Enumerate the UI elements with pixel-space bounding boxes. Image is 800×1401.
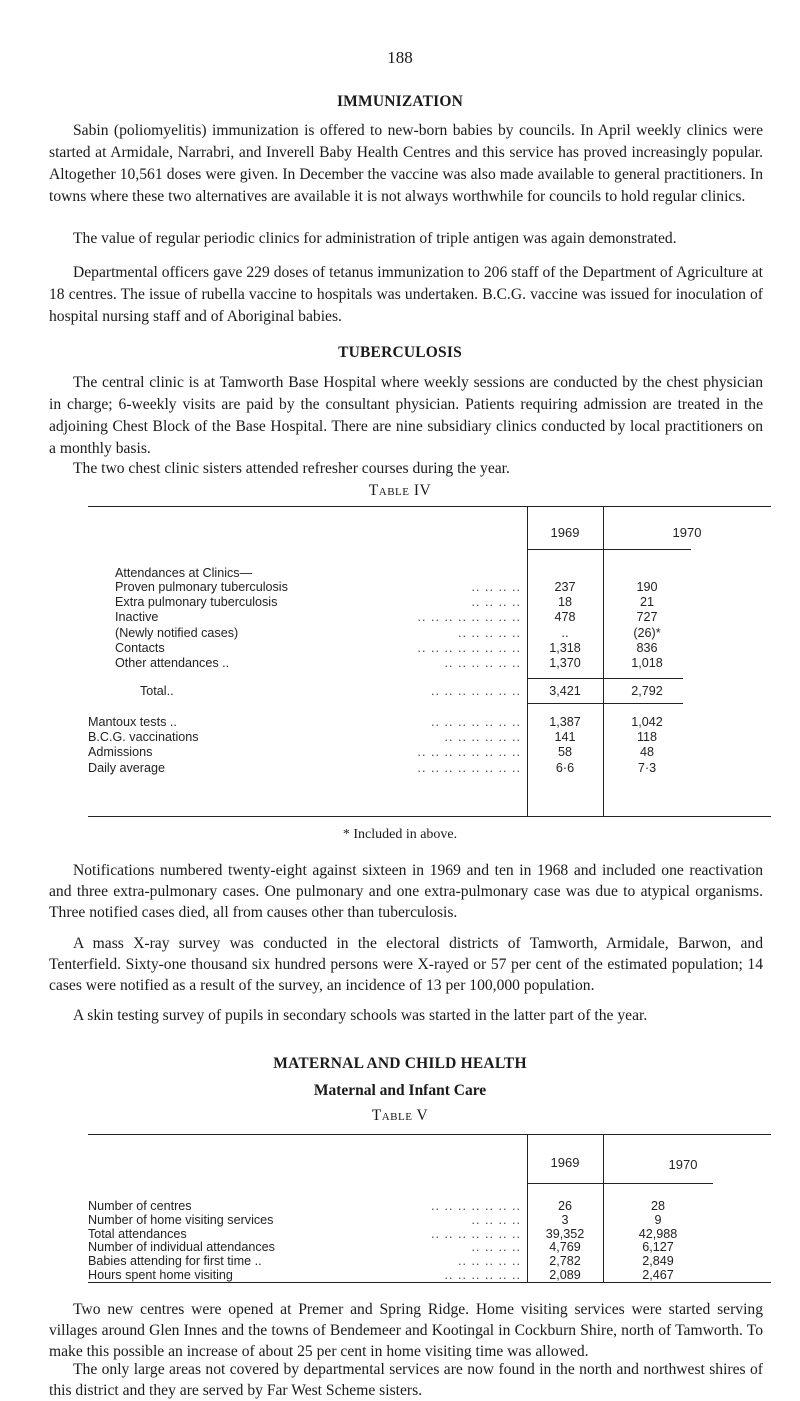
table-iv-total-row: Total.. .. .. .. .. .. .. .. 3,421 2,792 [0,684,800,699]
table-iv-row: Mantoux tests .. .. .. .. .. .. .. .. 1,387 1,042 [0,715,800,730]
tuberculosis-paragraph-1: The central clinic is at Tamworth Base Hospital where weekly sessions are conducted by the chest physician in charge; 6-weekly visits are paid by the consultant physician. Patients requiring admission are treated in the adjoining Chest Block of the Base Hospital. There are nine subsidiary clinics conducted by local practitioners on a monthly basis. [49,373,763,457]
table-v-row-label: Number of centres [88,1199,192,1213]
table-iv-row: Inactive .. .. .. .. .. .. .. .. 478 727 [0,610,800,625]
table-v-value-1969: 26 [557,1199,572,1213]
table-iv-row: B.C.G. vaccinations .. .. .. .. .. .. 141 118 [0,730,800,745]
table-iv-row: Contacts .. .. .. .. .. .. .. .. 1,318 836 [0,641,800,656]
table-v-row-label: Hours spent home visiting [88,1268,233,1282]
table-v-value-1970: 2,849 [642,1254,674,1269]
table-v-value-1969: 4,769 [549,1240,581,1255]
table-v-row: Number of home visiting services .. .. .. .. 3 9 [0,1213,800,1228]
table-iv-value-1970: 118 [636,730,658,745]
table-iv-value-1969: 6·6 [555,760,575,775]
table-v-caption: Table V [371,1107,429,1124]
tuberculosis-paragraph-5: A skin testing survey of pupils in secondary schools was started in the latter part of the year. [73,1006,648,1024]
table-v-value-1969: 39,352 [545,1226,585,1241]
table-iv-total-1970: 2,792 [631,684,663,698]
maternal-paragraph-1: Two new centres were opened at Premer and Spring Ridge. Home visiting services were started serving villages around Glen Innes and the towns of Bendemeer and Kootingal in Cockburn Shire, north of Tamworth. To make this possible an increase of about 25 per cent in home visiting time was allowed. [49,1300,763,1360]
table-iv-total-label: Total.. [140,684,174,698]
table-iv-value-1969: 1,370 [549,656,581,670]
table-iv-value-1969: .. [561,625,569,640]
table-v-value-1969: 2,782 [549,1254,581,1269]
tuberculosis-paragraph-2: The two chest clinic sisters attended refresher courses during the year. [73,459,510,477]
table-iv-value-1970: 48 [639,745,654,760]
table-iv-total-1969: 3,421 [549,684,581,698]
table-iv-row-label: Inactive [115,610,159,625]
table-iv-value-1969: 1,387 [549,715,581,729]
table-v-value-1970: 2,467 [642,1268,674,1282]
table-iv-row: Daily average .. .. .. .. .. .. .. .. 6·6 7·3 [0,761,800,776]
table-v-value-1970: 6,127 [642,1240,674,1255]
table-v-row-label: Number of home visiting services [88,1212,274,1227]
table-iv-row-label: Mantoux tests .. [88,715,177,729]
tuberculosis-paragraph-4: A mass X-ray survey was conducted in the electoral districts of Tamworth, Armidale, Barwon, and Tenterfield. Sixty-one thousand six hundred persons were X-rayed or 57 per cent of the estimated population; 14 cases were notified as a result of the survey, an incidence of 13 per 100,000 population. [49,934,763,994]
table-v-row-label: Total attendances [88,1226,187,1241]
table-v-row: Total attendances .. .. .. .. .. .. .. 39,352 42,988 [0,1227,800,1242]
table-v-value-1969: 3 [561,1212,569,1227]
table-iv-value-1970: 727 [636,610,658,625]
document-page: 188 IMMUNIZATION Sabin (poliomyelitis) immunization is offered to new-born babies by councils. In April weekly clinics were started at Armidale, Narrabri, and Inverell Baby Health Centres and this service has proved increasingly popular. Altogether 10,561 doses were given. In December the vaccine was also made available to general practitioners. In towns where these two alternatives are available it is not always worthwhile for councils to hold regular clinics. The value of regular periodic clinics for administration of triple antigen was again demonstrated. Departmental officers gave 229 doses of tetanus immunization to 206 staff of the Department of Agriculture at 18 centres. The issue of rubella vaccine to hospitals was undertaken. B.C.G. vaccine was issued for inoculation of hospital nursing staff and of Aboriginal babies. TUBERCULOSIS The central clinic is at Tamworth Base Hospital where weekly sessions are conducted by the chest physician in charge; 6-weekly visits are paid by the consultant physician. Patients requiring admission are treated in the adjoining Chest Block of the Base Hospital. There are nine subsidiary clinics conducted by local practitioners on a monthly basis. The two chest clinic sisters attended refresher courses during the year. Table IV 1969 1970 Attendances at Clinics— Proven pulmonary tuberculosis .. .. .. .. 237 190 Extra pulmonary tuberculosis .. .. .. .. 18 21 Inactive .. .. .. .. .. .. .. .. 478 727 (Newly notified cases) .. .. .. .. .. .. (26)* Contacts .. .. .. .. .. .. .. .. 1,318 836 Other attendances .. .. .. .. .. .. .. 1,370 1,018 Total.. .. .. .. .. .. .. .. 3,421 2,792 Mantoux tests .. .. .. .. .. .. .. .. 1,387 1,042 B.C.G. vaccinations .. .. .. .. .. .. 141 118 Admissions .. .. .. .. .. .. .. .. 58 48 Daily average .. .. .. .. .. .. .. .. 6·6 7·3 * Included in above. Notifications numbered twenty-eight against sixteen in 1969 and ten in 1968 and included one reactivation and three extra-pulmonary cases. One pulmonary and one extra-pulmonary case was due to atypical organisms. Three notified cases died, all from causes other than tuberculosis. A mass X-ray survey was conducted in the electoral districts of Tamworth, Armidale, Barwon, and Tenterfield. Sixty-one thousand six hundred persons were X-rayed or 57 per cent of the estimated population; 14 cases were notified as a result of the survey, an incidence of 13 per 100,000 population. A skin testing survey of pupils in secondary schools was started in the latter part of the year. MATERNAL AND CHILD HEALTH Maternal and Infant Care Table V 1969 1970 Number of centres .. .. .. .. .. .. .. 26 28 Number of home visiting services .. .. .. .. 3 9 Total attendances .. .. .. .. .. .. .. 39,352 42,988 Number of individual attendances .. .. .. .. 4,769 6,127 Babies attending for first time .. .. .. .. .. .. 2,782 2,849 Hours spent home visiting .. .. .. .. .. .. 2,089 2,467 Two new centres were opened at Premer and Spring Ridge. Home visiting services were started serving villages around Glen Innes and the towns of Bendemeer and Kootingal in Cockburn Shire, north of Tamworth. To make this possible an increase of about 25 per cent in home visiting time was allowed. The only large areas not covered by departmental services are now found in the north and northwest shires of this district and they are served by Far West Scheme sisters. [0,0,800,1389]
table-iv-value-1970: 836 [636,640,658,655]
table-iv-row-label: (Newly notified cases) [115,625,239,640]
maternal-paragraph-2: The only large areas not covered by departmental services are now found in the north and northwest shires of this district and they are served by Far West Scheme sisters. [49,1361,763,1399]
table-iv-value-1969: 1,318 [549,640,581,655]
table-v-value-1970: 28 [650,1199,665,1213]
table-v-value-1970: 42,988 [638,1226,678,1241]
table-iv-value-1970: 21 [639,595,654,610]
table-iv-row: Extra pulmonary tuberculosis .. .. .. .. 18 21 [0,595,800,610]
table-v-row: Number of individual attendances .. .. .. .. 4,769 6,127 [0,1240,800,1255]
table-iv-value-1969: 237 [554,580,576,594]
table-iv-col-1969: 1969 [550,525,580,540]
table-iv-row: (Newly notified cases) .. .. .. .. .. .. (26)* [0,626,800,641]
table-iv-value-1969: 58 [557,745,572,760]
tuberculosis-heading: TUBERCULOSIS [338,344,462,361]
table-iv-value-1970: (26)* [633,625,661,640]
table-iv-row-label: B.C.G. vaccinations [88,730,199,745]
table-v-col-1970: 1970 [668,1157,698,1172]
table-iv-row: Admissions .. .. .. .. .. .. .. .. 58 48 [0,745,800,760]
table-iv-row: Other attendances .. .. .. .. .. .. .. 1,370 1,018 [0,656,800,671]
table-v-value-1970: 9 [654,1212,662,1227]
immunization-paragraph-3: Departmental officers gave 229 doses of tetanus immunization to 206 staff of the Department of Agriculture at 18 centres. The issue of rubella vaccine to hospitals was undertaken. B.C.G. vaccine was issued for inoculation of hospital nursing staff and of Aboriginal babies. [49,263,763,325]
maternal-subheading: Maternal and Infant Care [313,1082,487,1099]
tuberculosis-paragraph-3: Notifications numbered twenty-eight against sixteen in 1969 and ten in 1968 and included one reactivation and three extra-pulmonary cases. One pulmonary and one extra-pulmonary case was due to atypical organisms. Three notified cases died, all from causes other than tuberculosis. [49,861,763,921]
table-v-row-label: Babies attending for first time .. [88,1254,262,1269]
table-iv-row-label: Other attendances .. [115,656,230,670]
immunization-heading: IMMUNIZATION [336,93,464,110]
table-v-row: Number of centres .. .. .. .. .. .. .. 26 28 [0,1199,800,1214]
table-iv-row-label: Extra pulmonary tuberculosis [115,595,278,610]
table-v-row: Babies attending for first time .. .. .. .. .. .. 2,782 2,849 [0,1254,800,1269]
table-iv-value-1970: 1,018 [631,656,663,670]
table-iv-row: Proven pulmonary tuberculosis .. .. .. .. 237 190 [0,580,800,595]
table-v-row: Hours spent home visiting .. .. .. .. .. .. 2,089 2,467 [0,1268,800,1283]
table-iv-value-1970: 1,042 [631,715,663,729]
table-iv-row-label: Proven pulmonary tuberculosis [115,580,288,594]
table-iv-value-1969: 141 [554,730,576,745]
table-iv-value-1969: 18 [557,595,572,610]
table-iv-col-1970: 1970 [672,525,702,540]
table-iv-row-label: Admissions [88,745,153,760]
table-iv-value-1970: 7·3 [637,760,657,775]
table-iv-value-1970: 190 [636,580,658,594]
immunization-paragraph-1: Sabin (poliomyelitis) immunization is offered to new-born babies by councils. In April weekly clinics were started at Armidale, Narrabri, and Inverell Baby Health Centres and this service has proved increasingly popular. Altogether 10,561 doses were given. In December the vaccine was also made available to general practitioners. In towns where these two alternatives are available it is not always worthwhile for councils to hold regular clinics. [49,121,763,205]
table-v-row-label: Number of individual attendances [88,1240,275,1255]
table-iv-caption: Table IV [368,482,432,499]
maternal-heading: MATERNAL AND CHILD HEALTH [273,1055,527,1072]
table-v-value-1969: 2,089 [549,1268,581,1282]
table-iv-value-1969: 478 [554,610,576,625]
table-iv-footnote: * Included in above. [342,827,458,842]
table-v-col-1969: 1969 [550,1155,580,1170]
table-iv-row-label: Contacts [115,640,165,655]
table-iv-row-label: Daily average [88,760,166,775]
immunization-paragraph-2: The value of regular periodic clinics for administration of triple antigen was again demonstrated. [73,229,677,247]
page-number: 188 [387,48,413,67]
